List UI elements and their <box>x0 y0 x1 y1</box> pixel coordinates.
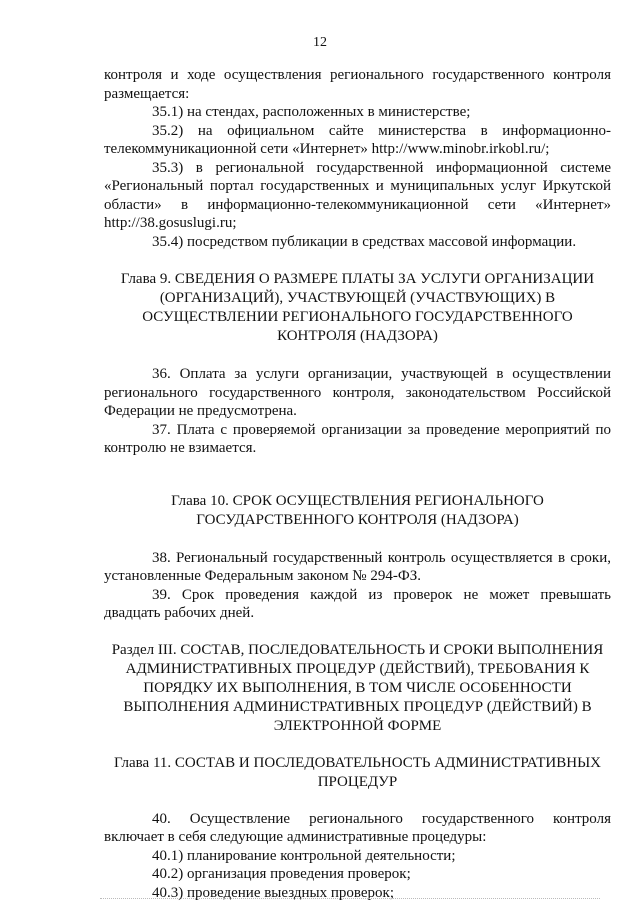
section-3-heading: Раздел III. СОСТАВ, ПОСЛЕДОВАТЕЛЬНОСТЬ И СРОКИ ВЫПОЛНЕНИЯ АДМИНИСТРАТИВНЫХ ПРОЦЕДУР (ДЕЙСТВИЙ), ТРЕБОВАНИЯ К ПОРЯДКУ ИХ ВЫПОЛНЕНИЯ, В ТОМ ЧИСЛЕ ОСОБЕННОСТИ ВЫПОЛНЕНИЯ АДМИНИСТРАТИВНЫХ ПРОЦЕДУР (ДЕЙСТВИЙ) В ЭЛЕКТРОННОЙ ФОРМЕ <box>111 641 604 734</box>
paragraph-40-1: 40.1) планирование контрольной деятельности; <box>152 847 456 864</box>
paragraph-40: 40. Осуществление регионального государственного контроля включает в себя следующие административные процедуры: <box>104 810 611 845</box>
paragraph-36: 36. Оплата за услуги организации, участвующей в осуществлении регионального государственного контроля, законодательством Российской Федерации не предусмотрена. <box>104 366 611 419</box>
paragraph-35-3: 35.3) в региональной государственной информационной системе «Региональный портал государственных и муниципальных услуг Иркутской области» в информационно-телекоммуникационной сети «Интернет» http://38.gosuslugi.ru; <box>104 159 611 231</box>
paragraph-35-4: 35.4) посредством публикации в средствах массовой информации. <box>152 233 577 250</box>
chapter-10-heading: Глава 10. СРОК ОСУЩЕСТВЛЕНИЯ РЕГИОНАЛЬНОГО ГОСУДАРСТВЕННОГО КОНТРОЛЯ (НАДЗОРА) <box>171 492 544 528</box>
paragraph-37: 37. Плата с проверяемой организации за проведение мероприятий по контролю не взимается. <box>104 421 611 456</box>
paragraph-38: 38. Региональный государственный контроль осуществляется в сроки, установленные Федеральным законом № 294-ФЗ. <box>104 549 611 584</box>
page-body <box>104 66 611 902</box>
paragraph-40-3: 40.3) проведение выездных проверок; <box>152 884 395 901</box>
paragraph-35-2: 35.2) на официальном сайте министерства в информационно-телекоммуникационной сети «Интернет» http://www.minobr.irkobl.ru/; <box>104 122 611 157</box>
page-number: 12 <box>313 35 327 50</box>
paragraph-40-2: 40.2) организация проведения проверок; <box>152 866 411 882</box>
scan-edge-line <box>100 898 600 900</box>
paragraph-39: 39. Срок проведения каждой из проверок не может превышать двадцать рабочих дней. <box>104 586 611 621</box>
paragraph-intro: контроля и ходе осуществления регионального государственного контроля размещается: <box>104 67 611 102</box>
paragraph-35-1: 35.1) на стендах, расположенных в министерстве; <box>152 104 471 120</box>
chapter-11-heading: Глава 11. СОСТАВ И ПОСЛЕДОВАТЕЛЬНОСТЬ АДМИНИСТРАТИВНЫХ ПРОЦЕДУР <box>113 754 602 790</box>
chapter-9-heading: Глава 9. СВЕДЕНИЯ О РАЗМЕРЕ ПЛАТЫ ЗА УСЛУГИ ОРГАНИЗАЦИИ (ОРГАНИЗАЦИЙ), УЧАСТВУЮЩЕЙ (УЧАСТВУЮЩИХ) В ОСУЩЕСТВЛЕНИИ РЕГИОНАЛЬНОГО ГОСУДАРСТВЕННОГО КОНТРОЛЯ (НАДЗОРА) <box>120 271 595 344</box>
